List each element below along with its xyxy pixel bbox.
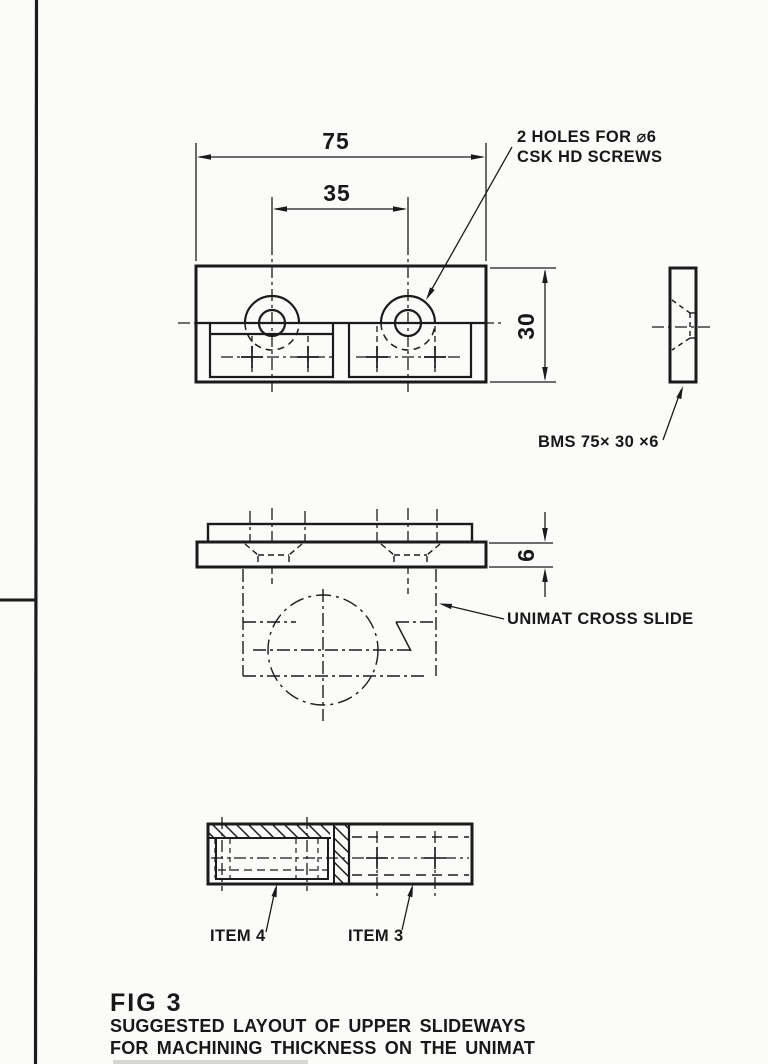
dim-35-text: 35	[323, 180, 351, 206]
holes-note-line1: 2 HOLES FOR ⌀6	[517, 128, 657, 146]
item4-hatch-flange	[209, 825, 330, 838]
item3-label: ITEM 3	[348, 927, 404, 945]
holes-note-line2: CSK HD SCREWS	[517, 148, 663, 166]
cross-slide-phantom	[243, 569, 436, 721]
figure-number: FIG 3	[110, 989, 183, 1017]
arrowhead	[197, 154, 211, 159]
caption-line1: SUGGESTED LAYOUT OF UPPER SLIDEWAYS	[110, 1016, 526, 1036]
arrowhead	[273, 206, 287, 211]
arrowhead	[272, 884, 278, 897]
hole-centerlines	[250, 508, 437, 595]
slideways-outline	[208, 524, 472, 542]
arrowhead	[542, 367, 548, 381]
csk-hidden-profile	[672, 300, 696, 350]
scan-artifact	[113, 1060, 308, 1064]
dim-75-text: 75	[322, 128, 350, 154]
material-note: BMS 75× 30 ×6	[538, 433, 659, 451]
arrowhead	[542, 269, 548, 283]
dim-plate-height	[490, 268, 556, 382]
arrowhead	[471, 154, 485, 159]
item3-plan-outline	[349, 323, 471, 377]
dim-hole-spacing	[272, 180, 408, 243]
dim-thickness	[489, 512, 553, 597]
side-view	[538, 268, 712, 451]
arrowhead	[407, 884, 413, 897]
screw-centers-item3	[356, 326, 464, 375]
item3-internal-lines	[352, 831, 469, 897]
arrowhead	[542, 528, 548, 542]
item4-label: ITEM 4	[210, 927, 266, 945]
arrowhead	[439, 604, 452, 610]
figure-caption	[110, 989, 535, 1058]
plate-edge-outline	[197, 542, 486, 567]
end-view-outline	[670, 268, 696, 382]
top-view	[178, 243, 504, 392]
arrowhead	[676, 386, 683, 399]
dim-6-text: 6	[513, 548, 539, 562]
csk-hidden-left	[245, 544, 302, 565]
front-view	[197, 508, 694, 721]
dim-30-text: 30	[513, 312, 539, 340]
screw-centers-item4	[221, 336, 332, 375]
arrowhead	[393, 206, 407, 211]
item4-hatch-wall	[334, 825, 349, 883]
cross-slide-label: UNIMAT CROSS SLIDE	[507, 610, 694, 628]
item3-note	[348, 884, 413, 945]
section-view	[208, 817, 472, 945]
item4-note	[210, 884, 277, 945]
arrowhead	[542, 568, 548, 582]
page-edge-lines	[0, 0, 308, 1064]
csk-hidden-right	[381, 544, 440, 565]
caption-line2: FOR MACHINING THICKNESS ON THE UNIMAT	[110, 1038, 536, 1058]
arrowhead	[426, 287, 435, 300]
cross-slide-note	[439, 604, 694, 629]
